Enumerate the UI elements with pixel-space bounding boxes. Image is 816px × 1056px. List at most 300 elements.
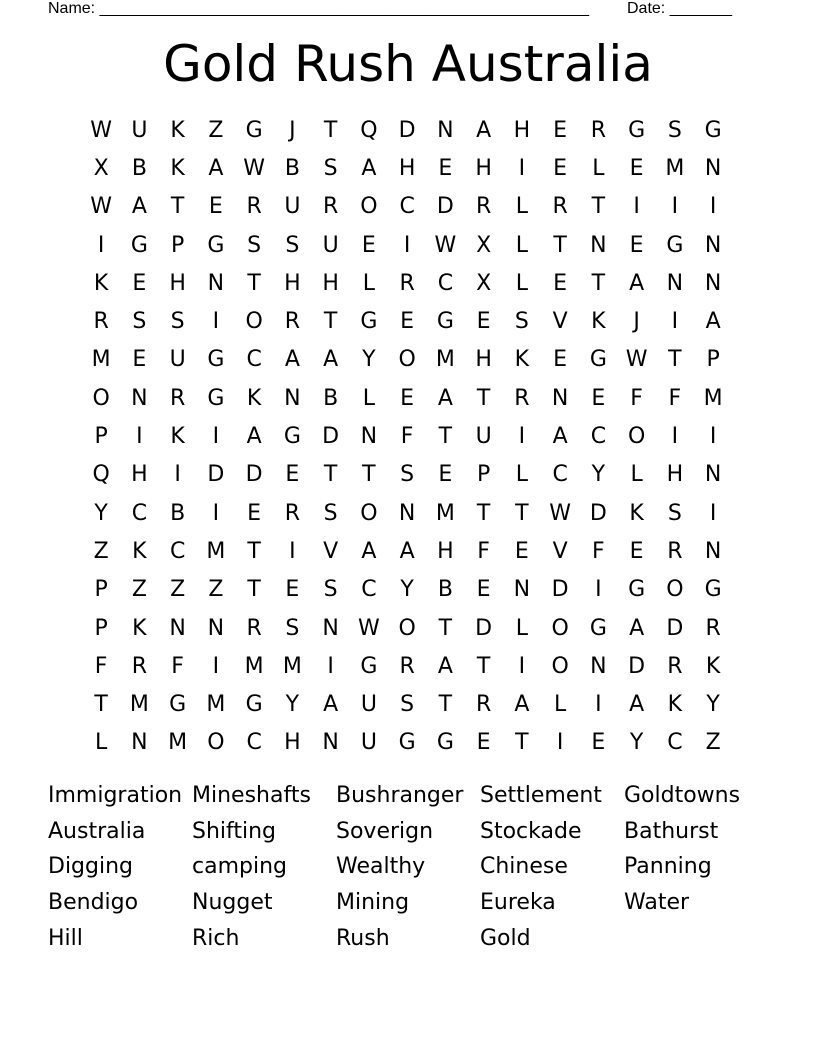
grid-letter: O	[360, 500, 378, 526]
grid-letter: I	[518, 155, 526, 181]
grid-letter: L	[362, 270, 375, 296]
grid-letter: R	[169, 385, 186, 411]
grid-letter: Y	[400, 577, 414, 603]
grid-letter: J	[633, 309, 640, 335]
grid-letter: B	[284, 155, 300, 181]
grid-letter: T	[438, 615, 453, 641]
grid-letter: D	[475, 615, 493, 641]
grid-letter: N	[704, 270, 722, 296]
grid-letter: E	[476, 730, 491, 756]
grid-letter: T	[323, 309, 338, 335]
grid-letter: T	[476, 500, 491, 526]
grid-letter: M	[244, 653, 264, 679]
grid-letter: R	[475, 194, 492, 220]
grid-letter: K	[667, 692, 683, 718]
grid-letter: Y	[285, 692, 300, 718]
grid-letter: E	[132, 347, 147, 373]
grid-letter: R	[552, 194, 568, 220]
grid-letter: E	[208, 194, 223, 220]
grid-letter: G	[360, 309, 378, 335]
grid-letter: N	[284, 385, 301, 411]
word-bank-item: Eureka	[480, 890, 556, 916]
grid-letter: H	[437, 538, 454, 564]
grid-letter: C	[590, 424, 607, 450]
grid-letter: T	[362, 462, 376, 488]
grid-letter: C	[246, 730, 262, 756]
grid-letter: W	[90, 194, 112, 220]
grid-letter: P	[476, 462, 491, 488]
grid-letter: E	[629, 155, 644, 181]
grid-letter: D	[628, 653, 646, 679]
grid-letter: M	[435, 347, 455, 373]
word-bank-item: Panning	[624, 854, 712, 880]
grid-letter: K	[170, 117, 185, 143]
word-bank-item: Water	[624, 890, 690, 916]
grid-letter: T	[94, 692, 108, 718]
word-bank-item: Wealthy	[336, 854, 426, 880]
grid-letter: G	[589, 615, 607, 641]
grid-letter: H	[666, 462, 684, 488]
grid-letter: A	[629, 692, 645, 718]
grid-letter: H	[475, 347, 492, 373]
grid-letter: C	[246, 347, 262, 373]
grid-letter: N	[207, 615, 225, 641]
grid-letter: E	[438, 155, 453, 181]
grid-letter: W	[243, 155, 265, 181]
grid-letter: C	[552, 462, 568, 488]
grid-letter: T	[515, 500, 529, 526]
grid-letter: I	[327, 653, 334, 679]
grid-letter: S	[132, 309, 147, 335]
grid-letter: S	[323, 577, 338, 603]
grid-letter: V	[552, 309, 568, 335]
grid-letter: K	[93, 270, 109, 296]
grid-letter: G	[207, 347, 225, 373]
grid-letter: F	[94, 653, 108, 679]
grid-letter: Q	[360, 117, 378, 143]
grid-letter: A	[629, 270, 645, 296]
grid-letter: K	[591, 309, 606, 335]
grid-letter: U	[284, 194, 301, 220]
grid-letter: R	[475, 692, 492, 718]
grid-letter: H	[284, 270, 301, 296]
grid-letter: U	[169, 347, 186, 373]
grid-letter: E	[553, 347, 568, 373]
grid-letter: A	[361, 155, 377, 181]
grid-letter: T	[553, 232, 567, 258]
grid-letter: G	[666, 232, 684, 258]
grid-letter: X	[476, 232, 492, 258]
grid-letter: P	[94, 615, 108, 641]
grid-letter: I	[212, 424, 220, 450]
grid-letter: Q	[92, 462, 110, 488]
grid-letter: E	[476, 577, 491, 603]
grid-letter: R	[514, 385, 530, 411]
grid-letter: I	[212, 309, 220, 335]
header-fields	[48, 0, 748, 20]
word-bank-item: Bushranger	[336, 783, 464, 809]
grid-letter: E	[400, 385, 415, 411]
grid-letter: A	[131, 194, 147, 220]
grid-letter: E	[400, 309, 415, 335]
grid-letter: I	[671, 309, 679, 335]
word-bank-item: Mining	[336, 890, 410, 916]
grid-letter: R	[705, 615, 721, 641]
grid-letter: G	[589, 347, 607, 373]
word-bank-item: Bendigo	[48, 890, 139, 916]
word-bank-item: Chinese	[480, 854, 568, 880]
word-bank-item: Hill	[48, 925, 83, 951]
grid-letter: N	[131, 385, 148, 411]
grid-letter: W	[549, 500, 571, 526]
grid-letter: J	[289, 117, 296, 143]
grid-letter: G	[169, 692, 187, 718]
word-bank-item: Australia	[48, 818, 146, 844]
grid-letter: U	[322, 232, 339, 258]
grid-letter: K	[705, 653, 721, 679]
grid-letter: K	[132, 615, 147, 641]
grid-letter: N	[704, 155, 722, 181]
grid-letter: Z	[131, 577, 147, 603]
grid-letter: F	[630, 385, 643, 411]
grid-letter: M	[129, 692, 149, 718]
grid-letter: T	[515, 730, 529, 756]
grid-letter: V	[552, 538, 568, 564]
grid-letter: Z	[208, 577, 224, 603]
grid-letter: O	[207, 730, 225, 756]
grid-letter: D	[245, 462, 263, 488]
grid-letter: N	[666, 270, 684, 296]
grid-letter: I	[289, 538, 296, 564]
grid-letter: Z	[208, 117, 224, 143]
grid-letter: I	[174, 462, 181, 488]
grid-letter: I	[595, 692, 602, 718]
grid-letter: I	[671, 194, 679, 220]
grid-letter: E	[361, 232, 376, 258]
grid-letter: Y	[591, 462, 606, 488]
grid-letter: S	[170, 309, 185, 335]
grid-letter: I	[97, 232, 105, 258]
grid-letter: A	[361, 538, 377, 564]
grid-letter: L	[515, 270, 528, 296]
name-field-label: Name: _______________________________________________________	[48, 0, 589, 17]
grid-letter: T	[438, 424, 453, 450]
grid-letter: R	[667, 538, 683, 564]
grid-letter: U	[131, 117, 148, 143]
grid-letter: L	[362, 385, 375, 411]
grid-letter: S	[400, 692, 415, 718]
grid-letter: K	[629, 500, 644, 526]
grid-letter: B	[437, 577, 453, 603]
grid-letter: A	[399, 538, 415, 564]
word-bank-item: camping	[192, 854, 287, 880]
grid-letter: P	[706, 347, 720, 373]
grid-letter: G	[245, 117, 263, 143]
grid-letter: I	[633, 194, 640, 220]
grid-letter: I	[403, 232, 411, 258]
grid-letter: W	[434, 232, 457, 258]
grid-letter: T	[247, 270, 261, 296]
grid-letter: T	[591, 270, 606, 296]
puzzle-title: Gold Rush Australia	[163, 35, 653, 93]
grid-letter: R	[131, 653, 148, 679]
grid-letter: R	[284, 500, 301, 526]
grid-letter: P	[94, 424, 108, 450]
grid-letter: Y	[629, 730, 644, 756]
grid-letter: Y	[706, 692, 720, 718]
word-bank-item: Gold	[480, 925, 531, 951]
grid-letter: T	[438, 692, 453, 718]
grid-letter: G	[704, 577, 722, 603]
grid-letter: E	[591, 385, 606, 411]
grid-letter: N	[131, 730, 148, 756]
grid-letter: Z	[170, 577, 186, 603]
grid-letter: M	[282, 653, 302, 679]
grid-letter: I	[212, 500, 220, 526]
grid-letter: A	[629, 615, 645, 641]
grid-letter: N	[590, 232, 607, 258]
grid-letter: V	[323, 538, 339, 564]
grid-letter: O	[360, 194, 378, 220]
word-bank	[48, 778, 768, 956]
grid-letter: T	[323, 462, 338, 488]
grid-letter: R	[399, 653, 415, 679]
grid-letter: H	[322, 270, 339, 296]
grid-letter: O	[398, 615, 416, 641]
grid-letter: O	[92, 385, 110, 411]
grid-letter: I	[709, 194, 717, 220]
grid-letter: R	[93, 309, 109, 335]
grid-letter: A	[208, 155, 224, 181]
grid-letter: K	[170, 155, 185, 181]
grid-letter: M	[435, 500, 455, 526]
grid-letter: E	[132, 270, 147, 296]
grid-letter: I	[518, 424, 526, 450]
grid-letter: O	[398, 347, 416, 373]
grid-letter: N	[551, 385, 569, 411]
grid-letter: S	[285, 232, 300, 258]
grid-letter: I	[556, 730, 564, 756]
grid-letter: C	[667, 730, 683, 756]
grid-letter: N	[322, 730, 339, 756]
grid-letter: W	[625, 347, 648, 373]
grid-letter: L	[515, 615, 528, 641]
grid-letter: O	[245, 309, 263, 335]
grid-letter: M	[206, 692, 226, 718]
grid-letter: R	[399, 270, 415, 296]
grid-letter: K	[132, 538, 147, 564]
grid-letter: A	[284, 347, 300, 373]
grid-letter: T	[247, 538, 261, 564]
grid-letter: G	[436, 309, 454, 335]
grid-letter: P	[94, 577, 108, 603]
grid-letter: L	[515, 194, 528, 220]
grid-letter: O	[666, 577, 684, 603]
grid-letter: N	[704, 538, 722, 564]
grid-letter: G	[245, 692, 263, 718]
word-bank-item: Shifting	[192, 818, 277, 844]
grid-letter: F	[477, 538, 490, 564]
grid-letter: E	[553, 117, 568, 143]
grid-letter: N	[207, 270, 225, 296]
grid-letter: O	[551, 653, 569, 679]
grid-letter: A	[437, 653, 453, 679]
grid-letter: A	[437, 385, 453, 411]
grid-letter: F	[400, 424, 414, 450]
grid-letter: N	[704, 462, 722, 488]
grid-letter: C	[437, 270, 454, 296]
word-bank-item: Digging	[48, 854, 134, 880]
grid-letter: A	[476, 117, 492, 143]
grid-letter: R	[322, 194, 339, 220]
grid-letter: N	[360, 424, 378, 450]
grid-letter: T	[170, 194, 185, 220]
grid-letter: L	[94, 730, 108, 756]
grid-letter: Z	[93, 538, 109, 564]
grid-letter: R	[246, 194, 262, 220]
grid-letter: G	[130, 232, 148, 258]
grid-letter: G	[207, 232, 225, 258]
grid-letter: M	[703, 385, 723, 411]
grid-letter: D	[589, 500, 607, 526]
grid-letter: T	[591, 194, 606, 220]
grid-letter: S	[323, 155, 338, 181]
grid-letter: K	[170, 424, 185, 450]
grid-letter: I	[518, 653, 526, 679]
grid-letter: R	[667, 653, 683, 679]
grid-letter: C	[399, 194, 415, 220]
grid-letter: N	[437, 117, 454, 143]
grid-letter: I	[709, 424, 717, 450]
grid-letter: C	[361, 577, 377, 603]
grid-letter: D	[398, 117, 416, 143]
grid-letter: R	[246, 615, 262, 641]
grid-letter: U	[360, 730, 377, 756]
grid-letter: M	[665, 155, 685, 181]
grid-letter: O	[627, 424, 646, 450]
grid-letter: T	[323, 117, 338, 143]
grid-letter: I	[136, 424, 143, 450]
word-bank-item: Rush	[336, 925, 390, 951]
grid-letter: G	[207, 385, 225, 411]
grid-letter: B	[323, 385, 339, 411]
grid-letter: G	[436, 730, 454, 756]
grid-letter: C	[131, 500, 148, 526]
grid-letter: U	[360, 692, 377, 718]
grid-letter: D	[322, 424, 340, 450]
grid-letter: X	[476, 270, 492, 296]
grid-letter: S	[323, 500, 338, 526]
grid-letter: A	[323, 692, 339, 718]
grid-letter: G	[398, 730, 416, 756]
grid-letter: X	[93, 155, 109, 181]
grid-letter: L	[515, 232, 528, 258]
grid-letter: A	[323, 347, 339, 373]
grid-letter: H	[169, 270, 186, 296]
grid-letter: R	[590, 117, 607, 143]
grid-letter: E	[476, 309, 491, 335]
grid-letter: E	[629, 538, 644, 564]
grid-letter: T	[247, 577, 261, 603]
grid-letter: H	[131, 462, 148, 488]
grid-letter: M	[168, 730, 188, 756]
grid-letter: M	[206, 538, 226, 564]
grid-letter: R	[284, 309, 301, 335]
word-bank-item: Soverign	[336, 818, 434, 844]
grid-letter: Z	[705, 730, 721, 756]
word-bank-item: Goldtowns	[624, 783, 741, 809]
grid-letter: K	[514, 347, 530, 373]
grid-letter: N	[513, 577, 531, 603]
grid-letter: O	[551, 615, 569, 641]
grid-letter: L	[553, 692, 567, 718]
grid-letter: H	[284, 730, 301, 756]
grid-letter: A	[514, 692, 530, 718]
grid-letter: M	[91, 347, 111, 373]
grid-letter: D	[551, 577, 569, 603]
grid-letter: N	[322, 615, 339, 641]
grid-letter: N	[590, 653, 607, 679]
word-bank-item: Bathurst	[624, 818, 719, 844]
grid-letter: E	[591, 730, 606, 756]
grid-letter: E	[553, 270, 568, 296]
grid-letter: E	[247, 500, 262, 526]
word-bank-item: Rich	[192, 925, 240, 951]
grid-letter: E	[438, 462, 453, 488]
grid-letter: F	[668, 385, 682, 411]
grid-letter: B	[170, 500, 186, 526]
grid-letter: S	[285, 615, 300, 641]
grid-letter: D	[666, 615, 684, 641]
grid-letter: A	[552, 424, 568, 450]
date-field-label: Date: _______	[627, 0, 732, 17]
grid-letter: S	[400, 462, 415, 488]
grid-letter: E	[285, 577, 300, 603]
grid-letter: T	[476, 385, 491, 411]
grid-letter: E	[285, 462, 300, 488]
grid-letter: G	[283, 424, 301, 450]
grid-letter: G	[628, 117, 646, 143]
grid-letter: K	[246, 385, 262, 411]
grid-letter: D	[207, 462, 225, 488]
grid-letter: L	[515, 462, 528, 488]
grid-letter: Y	[94, 500, 108, 526]
grid-letter: G	[704, 117, 722, 143]
grid-letter: F	[592, 538, 605, 564]
grid-letter: T	[668, 347, 682, 373]
grid-letter: E	[514, 538, 529, 564]
word-bank-item: Nugget	[192, 890, 273, 916]
grid-letter: B	[131, 155, 147, 181]
grid-letter: A	[705, 309, 721, 335]
word-bank-item: Immigration	[48, 783, 183, 809]
grid-letter: U	[475, 424, 492, 450]
grid-letter: Y	[362, 347, 376, 373]
word-bank-item: Stockade	[480, 818, 582, 844]
grid-letter: P	[170, 232, 185, 258]
grid-letter: S	[667, 117, 682, 143]
word-bank-item: Mineshafts	[192, 783, 311, 809]
grid-letter: H	[398, 155, 416, 181]
word-bank-item: Settlement	[480, 783, 602, 809]
grid-letter: E	[553, 155, 568, 181]
grid-letter: L	[592, 155, 605, 181]
grid-letter: I	[212, 653, 220, 679]
grid-letter: N	[704, 232, 722, 258]
grid-letter: E	[629, 232, 644, 258]
grid-letter: S	[514, 309, 529, 335]
grid-letter: A	[246, 424, 262, 450]
